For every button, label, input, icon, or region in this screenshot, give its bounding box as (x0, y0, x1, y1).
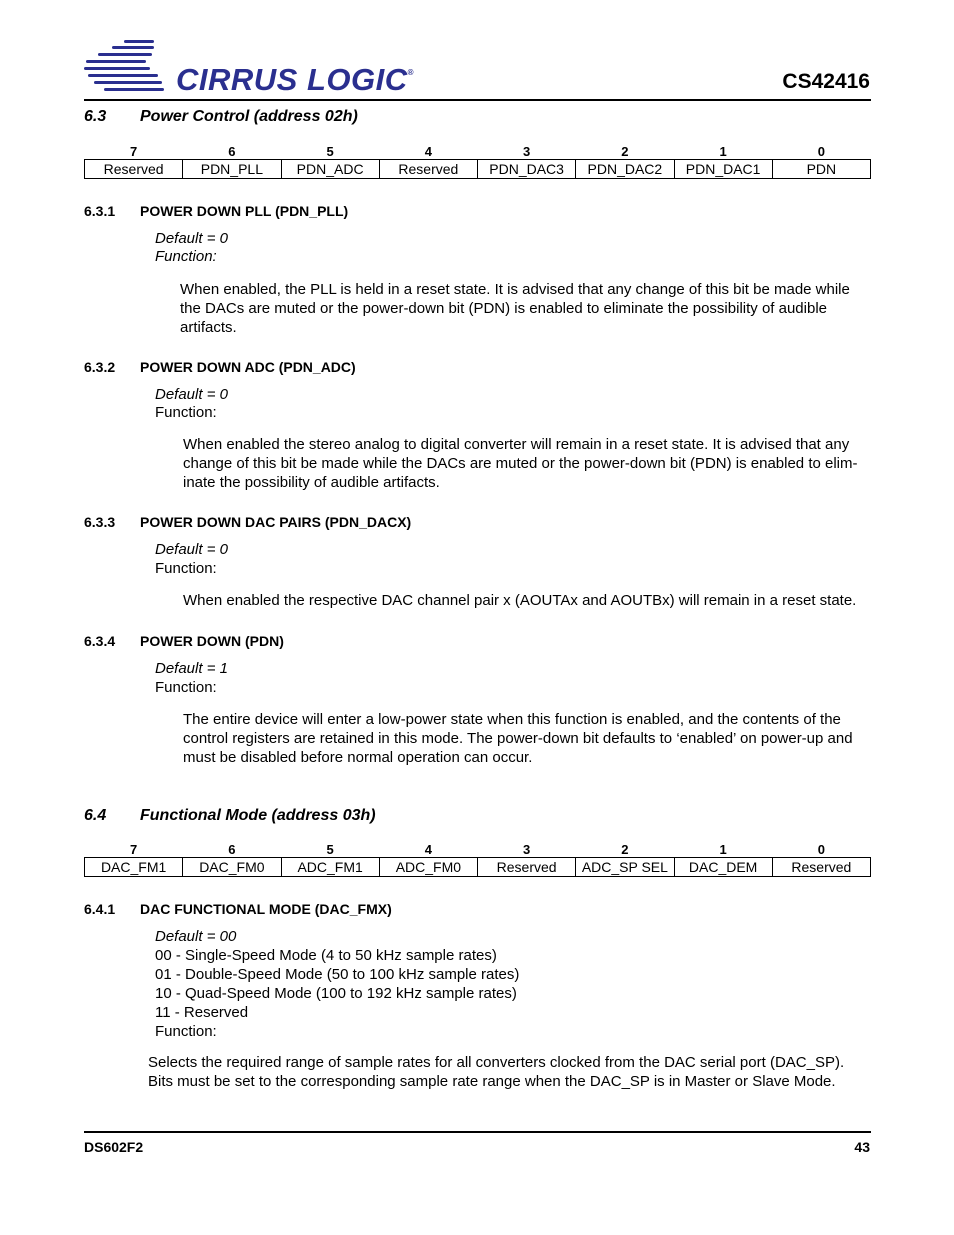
part-number: CS42416 (782, 70, 870, 93)
bit-number: 5 (326, 144, 334, 159)
bit-number: 7 (130, 842, 138, 857)
default-value: Default = 0 (155, 386, 228, 403)
mode-option: 01 - Double-Speed Mode (50 to 100 kHz sample rates) (155, 966, 520, 983)
bit-number: 0 (817, 144, 825, 159)
bit-number: 2 (621, 842, 629, 857)
bit-field: ADC_FM1 (281, 858, 379, 877)
description-paragraph: When enabled the respective DAC channel pair x (AOUTAx and AOUTBx) will remain in a reset state. (183, 592, 857, 609)
register-table-power-control (84, 144, 871, 179)
cirrus-logic-logo (84, 38, 415, 100)
description-paragraph: Selects the required range of sample rates for all converters clocked from the DAC serial port (DAC_SP). Bits must be set to the corresponding sample rate range when the DAC_SP is in Master or Slave Mode. (148, 1054, 845, 1090)
section-heading-6-4: 6.4 Functional Mode (address 03h) (84, 807, 376, 824)
default-value: Default = 00 (155, 928, 237, 945)
page-number: 43 (854, 1139, 870, 1155)
bit-field: PDN_DAC1 (674, 160, 772, 179)
subsection-heading-6-4-1: 6.4.1 DAC FUNCTIONAL MODE (DAC_FMX) (84, 901, 392, 917)
description-paragraph: When enabled, the PLL is held in a reset state. It is advised that any change of this bit be made while the DACs are muted or the power-down bit (PDN) is enabled to eliminate the possibility of audible artifacts. (180, 281, 850, 336)
bit-field: DAC_FM0 (183, 858, 281, 877)
bit-field: Reserved (478, 858, 576, 877)
function-label: Function: (155, 248, 217, 265)
bit-number: 2 (621, 144, 629, 159)
mode-option: 11 - Reserved (155, 1004, 249, 1021)
header-rule (84, 99, 871, 101)
default-value: Default = 1 (155, 660, 228, 677)
bit-field-row (85, 160, 871, 179)
bit-field: Reserved (772, 858, 870, 877)
bit-number: 4 (424, 144, 432, 159)
bit-number: 6 (228, 842, 236, 857)
description-paragraph: The entire device will enter a low-power state when this function is enabled, and the contents of the control registers are retained in this mode. The power-down bit defaults to ‘enabled’ on power-up and must be disabled before normal operation can occur. (183, 711, 853, 766)
function-label: Function: (155, 1023, 217, 1040)
default-value: Default = 0 (155, 230, 228, 247)
bit-field: Reserved (85, 160, 183, 179)
mode-option: 10 - Quad-Speed Mode (100 to 192 kHz sample rates) (155, 985, 517, 1002)
bit-number: 5 (326, 842, 334, 857)
bit-field: ADC_SP SEL (576, 858, 674, 877)
bit-number: 6 (228, 144, 236, 159)
register-table-functional-mode (84, 842, 871, 877)
logo-wordmark: CIRRUS LOGIC® (176, 62, 415, 97)
logo-swoosh-icon (84, 38, 184, 100)
bit-number-row (85, 842, 871, 858)
mode-option: 00 - Single-Speed Mode (4 to 50 kHz sample rates) (155, 947, 497, 964)
bit-field: DAC_DEM (674, 858, 772, 877)
bit-field: PDN (772, 160, 870, 179)
section-heading-6-3: 6.3 Power Control (address 02h) (84, 108, 358, 125)
subsection-heading-6-3-4: 6.3.4 POWER DOWN (PDN) (84, 633, 284, 649)
bit-number: 3 (523, 144, 531, 159)
function-label: Function: (155, 560, 217, 577)
subsection-heading-6-3-2: 6.3.2 POWER DOWN ADC (PDN_ADC) (84, 359, 356, 375)
bit-field: PDN_PLL (183, 160, 281, 179)
bit-number: 4 (424, 842, 432, 857)
bit-number: 1 (719, 144, 727, 159)
footer-rule (84, 1131, 871, 1133)
default-value: Default = 0 (155, 541, 228, 558)
bit-number: 7 (130, 144, 138, 159)
bit-field: Reserved (379, 160, 477, 179)
bit-field-row (85, 858, 871, 877)
bit-field: PDN_DAC3 (478, 160, 576, 179)
bit-field: ADC_FM0 (379, 858, 477, 877)
description-paragraph: When enabled the stereo analog to digital converter will remain in a reset state. It is advised that any change of this bit be made while the DACs are muted or the power-down bit (PDN) is enabled to elim- inate the possibility of audible artifacts. (183, 436, 858, 491)
bit-number-row (85, 144, 871, 160)
bit-field: PDN_ADC (281, 160, 379, 179)
function-label: Function: (155, 404, 217, 421)
bit-number: 3 (523, 842, 531, 857)
bit-field: DAC_FM1 (85, 858, 183, 877)
mode-options-list (155, 946, 519, 1041)
bit-number: 1 (719, 842, 727, 857)
subsection-heading-6-3-3: 6.3.3 POWER DOWN DAC PAIRS (PDN_DACX) (84, 514, 412, 530)
subsection-heading-6-3-1: 6.3.1 POWER DOWN PLL (PDN_PLL) (84, 203, 349, 219)
bit-field: PDN_DAC2 (576, 160, 674, 179)
function-label: Function: (155, 679, 217, 696)
document-id: DS602F2 (84, 1139, 144, 1155)
bit-number: 0 (817, 842, 825, 857)
